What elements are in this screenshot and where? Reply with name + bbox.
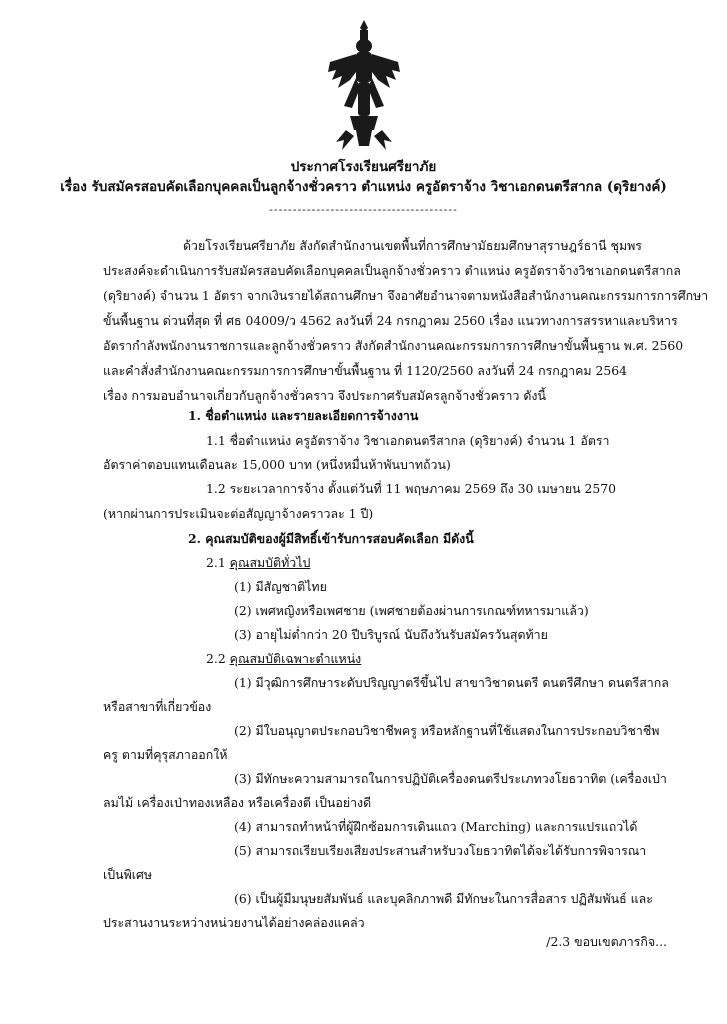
section-1-heading: 1. ชื่อตำแหน่ง และรายละเอียดการจ้างงาน	[188, 408, 419, 423]
specific-qualification-cont: เป็นพิเศษ	[103, 867, 153, 882]
general-qualification: (2) เพศหญิงหรือเพศชาย (เพศชายต้องผ่านการเกณฑ์ทหารมาแล้ว)	[234, 603, 589, 618]
intro-line: และคำสั่งสำนักงานคณะกรรมการการศึกษาขั้นพื้นฐาน ที่ 1120/2560 ลงวันที่ 24 กรกฎาคม 2564	[103, 363, 628, 378]
section-1-item-2-note: (หากผ่านการประเมินจะต่อสัญญาจ้างคราวละ 1 ปี)	[103, 506, 374, 521]
specific-qualification-cont: ประสานงานระหว่างหน่วยงานได้อย่างคล่องแคล่ว	[103, 915, 365, 930]
subsection-title: คุณสมบัติทั่วไป	[229, 555, 311, 570]
garuda-emblem-icon	[326, 18, 402, 158]
section-1-item-1: 1.1 ชื่อตำแหน่ง ครูอัตราจ้าง วิชาเอกดนตรีสากล (ดุริยางค์) จำนวน 1 อัตรา	[206, 433, 610, 448]
section-1-item-1-salary: อัตราค่าตอบแทนเดือนละ 15,000 บาท (หนึ่งหมื่นห้าพันบาทถ้วน)	[103, 457, 451, 472]
subsection-title: คุณสมบัติเฉพาะตำแหน่ง	[229, 651, 362, 666]
separator-line: ----------------------------------------	[269, 203, 458, 216]
announcement-title: ประกาศโรงเรียนศรียาภัย	[290, 159, 437, 175]
subsection-2-1-heading	[206, 554, 310, 571]
general-qualification: (3) อายุไม่ต่ำกว่า 20 ปีบริบูรณ์ นับถึงวันรับสมัครวันสุดท้าย	[234, 627, 548, 642]
specific-qualification: (4) สามารถทำหน้าที่ผู้ฝึกซ้อมการเดินแถว (Marching) และการแปรแถวได้	[234, 819, 638, 834]
subsection-2-2-heading	[206, 650, 361, 667]
specific-qualification-cont: หรือสาขาที่เกี่ยวข้อง	[103, 699, 212, 714]
specific-qualification: (3) มีทักษะความสามารถในการปฏิบัติเครื่องดนตรีประเภทวงโยธวาทิต (เครื่องเป่า	[234, 771, 667, 786]
specific-qualification: (6) เป็นผู้มีมนุษยสัมพันธ์ และบุคลิกภาพดี มีทักษะในการสื่อสาร ปฏิสัมพันธ์ และ	[234, 891, 653, 906]
intro-line: อัตรากำลังพนักงานราชการและลูกจ้างชั่วคราว สังกัดสำนักงานคณะกรรมการการศึกษาขั้นพื้นฐาน พ.ศ. 2560	[103, 338, 684, 353]
specific-qualification-cont: ลมไม้ เครื่องเป่าทองเหลือง หรือเครื่องตี เป็นอย่างดี	[103, 795, 372, 810]
intro-line: ประสงค์จะดำเนินการรับสมัครสอบคัดเลือกบุคคลเป็นลูกจ้างชั่วคราว ตำแหน่ง ครูอัตราจ้างวิชาเอกดนตรีสากล	[103, 263, 681, 278]
intro-line: ด้วยโรงเรียนศรียาภัย สังกัดสำนักงานเขตพื้นที่การศึกษามัธยมศึกษาสุราษฎร์ธานี ชุมพร	[183, 238, 642, 253]
specific-qualification: (2) มีใบอนุญาตประกอบวิชาชีพครู หรือหลักฐานที่ใช้แสดงในการประกอบวิชาชีพ	[234, 723, 660, 738]
specific-qualification-cont: ครู ตามที่คุรุสภาออกให้	[103, 747, 228, 762]
subsection-number: 2.2	[206, 651, 226, 666]
continuation-marker: /2.3 ขอบเขตภารกิจ...	[546, 934, 667, 949]
intro-line: (ดุริยางค์) จำนวน 1 อัตรา จากเงินรายได้สถานศึกษา จึงอาศัยอำนาจตามหนังสือสำนักงานคณะกรรมการการศึกษา	[103, 288, 709, 303]
specific-qualification: (5) สามารถเรียบเรียงเสียงประสานสำหรับวงโยธวาทิตได้จะได้รับการพิจารณา	[234, 843, 647, 858]
announcement-subject: เรื่อง รับสมัครสอบคัดเลือกบุคคลเป็นลูกจ้างชั่วคราว ตำแหน่ง ครูอัตราจ้าง วิชาเอกดนตรีสากล (ดุริยางค์)	[60, 179, 667, 195]
general-qualification: (1) มีสัญชาติไทย	[234, 579, 327, 594]
specific-qualification: (1) มีวุฒิการศึกษาระดับปริญญาตรีขึ้นไป สาขาวิชาดนตรี ดนตรีศึกษา ดนตรีสากล	[234, 675, 669, 690]
section-1-item-2: 1.2 ระยะเวลาการจ้าง ตั้งแต่วันที่ 11 พฤษภาคม 2569 ถึง 30 เมษายน 2570	[206, 481, 617, 496]
intro-line: เรื่อง การมอบอำนาจเกี่ยวกับลูกจ้างชั่วคราว จึงประกาศรับสมัครลูกจ้างชั่วคราว ดังนี้	[103, 388, 546, 403]
intro-line: ขั้นพื้นฐาน ด่วนที่สุด ที่ ศธ 04009/ว 4562 ลงวันที่ 24 กรกฎาคม 2560 เรื่อง แนวทางการสรรหาและบริหาร	[103, 313, 678, 328]
subsection-number: 2.1	[206, 555, 226, 570]
section-2-heading: 2. คุณสมบัติของผู้มีสิทธิ์เข้ารับการสอบคัดเลือก มีดังนี้	[188, 531, 474, 546]
